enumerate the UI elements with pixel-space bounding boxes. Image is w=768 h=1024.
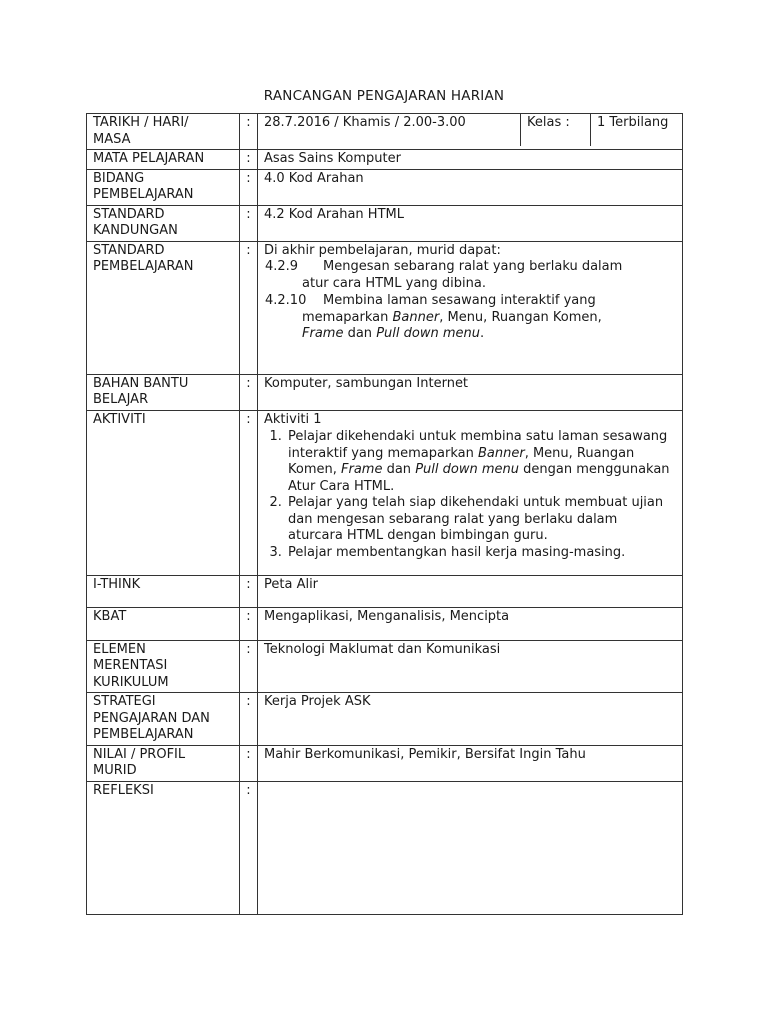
aktiviti-heading: Aktiviti 1 xyxy=(264,411,322,427)
label-i-think: I-THINK xyxy=(87,575,240,607)
colon: : xyxy=(240,241,258,374)
sp-item-number: 4.2.10 xyxy=(265,293,307,308)
row-standard-kandungan xyxy=(87,205,683,241)
list-item: 3. Pelajar membentangkan hasil kerja masing-masing. xyxy=(286,545,676,562)
value-aktiviti xyxy=(258,410,683,575)
label-standard-kandungan: STANDARD KANDUNGAN xyxy=(87,205,240,241)
colon: : xyxy=(240,745,258,781)
label-bidang: BIDANG PEMBELAJARAN xyxy=(87,169,240,205)
label-elemen-merentasi: ELEMEN MERENTASI KURIKULUM xyxy=(87,640,240,693)
colon: : xyxy=(240,693,258,746)
row-strategi xyxy=(87,693,683,746)
colon: : xyxy=(240,169,258,205)
value-mata-pelajaran: Asas Sains Komputer xyxy=(258,150,683,170)
sp-item-number: 4.2.9 xyxy=(265,259,299,274)
sp-item-4-2-9: 4.2.9 Mengesan sebarang ralat yang berlaku dalam atur cara HTML yang dibina. xyxy=(265,259,623,291)
lesson-plan-table xyxy=(86,113,683,915)
label-bahan-bantu: BAHAN BANTU BELAJAR xyxy=(87,374,240,410)
value-i-think: Peta Alir xyxy=(258,575,683,607)
value-bahan-bantu: Komputer, sambungan Internet xyxy=(258,374,683,410)
kelas-value: 1 Terbilang xyxy=(597,115,669,130)
colon: : xyxy=(240,410,258,575)
label-strategi: STRATEGI PENGAJARAN DAN PEMBELAJARAN xyxy=(87,693,240,746)
value-strategi: Kerja Projek ASK xyxy=(258,693,683,746)
row-kbat xyxy=(87,607,683,640)
colon: : xyxy=(240,640,258,693)
sp-intro: Di akhir pembelajaran, murid dapat: xyxy=(264,242,501,258)
colon: : xyxy=(240,607,258,640)
label-mata-pelajaran: MATA PELAJARAN xyxy=(87,150,240,170)
row-aktiviti xyxy=(87,410,683,575)
value-kbat: Mengaplikasi, Menganalisis, Mencipta xyxy=(258,607,683,640)
value-refleksi xyxy=(258,781,683,914)
value-bidang: 4.0 Kod Arahan xyxy=(258,169,683,205)
label-tarikh: TARIKH / HARI/ MASA xyxy=(87,114,240,150)
value-standard-pembelajaran xyxy=(258,241,683,374)
page-title: RANCANGAN PENGAJARAN HARIAN xyxy=(263,88,505,104)
row-mata-pelajaran xyxy=(87,150,683,170)
row-bidang xyxy=(87,169,683,205)
label-kbat: KBAT xyxy=(87,607,240,640)
row-tarikh xyxy=(87,114,683,150)
label-standard-pembelajaran: STANDARD PEMBELAJARAN xyxy=(87,241,240,374)
value-tarikh xyxy=(258,114,683,150)
colon: : xyxy=(240,575,258,607)
colon: : xyxy=(240,205,258,241)
row-refleksi xyxy=(87,781,683,914)
value-nilai: Mahir Berkomunikasi, Pemikir, Bersifat Ingin Tahu xyxy=(258,745,683,781)
row-bahan-bantu xyxy=(87,374,683,410)
row-elemen-merentasi xyxy=(87,640,683,693)
label-refleksi: REFLEKSI xyxy=(87,781,240,914)
value-standard-kandungan: 4.2 Kod Arahan HTML xyxy=(258,205,683,241)
label-aktiviti: AKTIVITI xyxy=(87,410,240,575)
value-elemen-merentasi: Teknologi Maklumat dan Komunikasi xyxy=(258,640,683,693)
label-nilai: NILAI / PROFIL MURID xyxy=(87,745,240,781)
date-time-value: 28.7.2016 / Khamis / 2.00-3.00 xyxy=(264,115,466,130)
colon: : xyxy=(240,150,258,170)
row-i-think xyxy=(87,575,683,607)
list-item: 2. Pelajar yang telah siap dikehendaki untuk membuat ujian dan mengesan sebarang ralat yang berlaku dalam aturcara HTML dengan bimbingan guru. xyxy=(286,495,676,545)
row-nilai xyxy=(87,745,683,781)
sp-item-4-2-10: 4.2.10 Membina laman sesawang interaktif yang memaparkan Banner, Menu, Ruangan Komen, Frame dan Pull down menu. xyxy=(265,293,602,341)
row-standard-pembelajaran xyxy=(87,241,683,374)
colon: : xyxy=(240,781,258,914)
kelas-label: Kelas : xyxy=(520,114,591,146)
colon: : xyxy=(240,114,258,150)
aktiviti-list xyxy=(264,429,676,561)
list-item: 1. Pelajar dikehendaki untuk membina satu laman sesawang interaktif yang memaparkan Banner, Menu, Ruangan Komen, Frame dan Pull down menu dengan menggunakan Atur Cara HTML. xyxy=(286,429,676,495)
colon: : xyxy=(240,374,258,410)
